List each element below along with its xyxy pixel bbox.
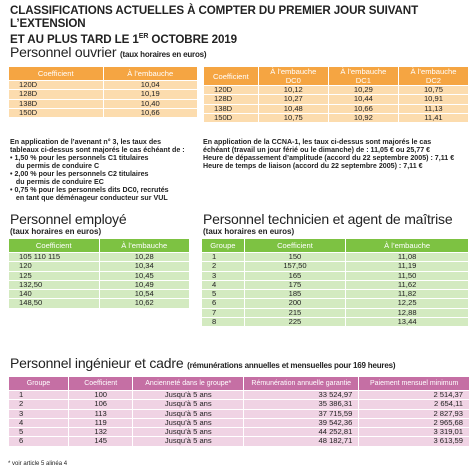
header-line: À l’embauche [270,67,317,76]
note-line: du permis de conduire C [10,162,100,170]
header-subline: DC0 [285,76,301,85]
table-cell: 7 [202,308,245,317]
table-cell: 132 [68,428,133,437]
title-line-2-sup: ER [138,33,149,40]
table-row [9,391,470,400]
table-cell: 3 [202,271,245,280]
table-cell: 3 319,01 [359,428,470,437]
table-cell: 10,28 [99,253,190,262]
table-cell: 10,45 [99,271,190,280]
table-cell: 10,44 [328,95,398,104]
table-cell: 37 715,59 [244,409,359,418]
table-cell: 8 [202,318,245,327]
header-cell: À l’embauche [99,239,190,253]
note-line: • 1,50 % pour les personnels C1 titulaires [10,154,149,162]
table-cell: 120D [9,81,104,90]
header-cell: Coefficient [244,239,345,253]
table-row [9,262,190,271]
table-cell: 215 [244,308,345,317]
table-cell: 1 [9,391,69,400]
table-cell: 12,25 [346,299,469,308]
table-cell: 10,34 [99,262,190,271]
header-cell [398,67,468,86]
table-cell: 5 [9,428,69,437]
table-cell: 105 110 115 [9,253,100,262]
title-line-1: CLASSIFICATIONS ACTUELLES À COMPTER DU PREMIER JOUR SUIVANT L’EXTENSION [10,4,419,30]
table-cell: 138D [9,99,104,108]
header-line: À l’embauche [410,67,457,76]
header-subline: DC1 [355,76,371,85]
table-cell: 39 542,36 [244,418,359,427]
table-employe [8,238,190,309]
table-cell: 10,66 [103,108,198,117]
section-title-ouvrier [10,44,206,60]
page-title [10,4,470,46]
note-line: En application de l’avenant n° 3, les taux des [10,138,162,146]
table-cell: 3 [9,409,69,418]
header-cell: Coefficient [9,239,100,253]
header-subline: DC2 [425,76,442,85]
table-cell: 12,88 [346,308,469,317]
header-cell: À l’embauche [346,239,469,253]
table-cell: 6 [9,437,69,446]
table-row [9,400,470,409]
note-line: • 2,00 % pour les personnels C2 titulaires [10,170,149,178]
ouvrier-title: Personnel ouvrier [10,44,117,60]
table-cell: 4 [9,418,69,427]
note-line: Heure de temps de liaison (accord du 22 septembre 2005) : 7,11 € [203,162,423,170]
table-cell: 128D [9,90,104,99]
table-row [9,299,190,308]
table-cell: 35 386,31 [244,400,359,409]
header-line: Coefficient [213,71,249,81]
header-cell: À l’embauche [103,67,198,81]
table-row [202,318,469,327]
table-cell: 10,66 [328,104,398,113]
table-cell: 138D [204,104,259,113]
table-cell: 113 [68,409,133,418]
table-cell: 11,62 [346,280,469,289]
table-cell: Jusqu’à 5 ans [133,391,244,400]
table-cell: 10,27 [258,95,328,104]
table-cell: 13,44 [346,318,469,327]
table-row [202,299,469,308]
table-ouvrier-left [8,66,198,118]
header-cell [258,67,328,86]
table-cell: 11,50 [346,271,469,280]
table-cell: 10,49 [99,280,190,289]
table-cell: 2 [9,400,69,409]
table-technicien [201,238,469,327]
header-cell: Groupe [202,239,245,253]
table-cell: 175 [244,280,345,289]
table-cell: 11,41 [398,113,468,122]
table-cell: 150 [244,253,345,262]
table-cell: 132,50 [9,280,100,289]
table-cell: 120D [204,86,259,95]
table-cell: 11,13 [398,104,468,113]
table-row [202,253,469,262]
table-cell: 2 827,93 [359,409,470,418]
table-cell: 10,91 [398,95,468,104]
table-cell: 10,92 [328,113,398,122]
table-cell: 165 [244,271,345,280]
cadre-unit: (rémunérations annuelles et mensuelles pour 169 heures) [187,361,396,370]
table-cell: 4 [202,280,245,289]
table-cell: 44 252,81 [244,428,359,437]
table-cell: 150D [9,108,104,117]
table-cell: 106 [68,400,133,409]
table-cell: 10,75 [258,113,328,122]
table-cell: 5 [202,290,245,299]
table-cell: 10,40 [103,99,198,108]
table-row [9,428,470,437]
table-cell: 10,12 [258,86,328,95]
table-row [9,108,198,117]
table-row [9,253,190,262]
table-cell: Jusqu’à 5 ans [133,400,244,409]
table-ouvrier-right [203,66,469,123]
note-line: • 0,75 % pour les personnels dits DC0, recrutés [10,186,169,194]
table-row [9,418,470,427]
table-cell: 140 [9,290,100,299]
table-row [204,113,469,122]
table-cell: 11,19 [346,262,469,271]
table-cell: 10,54 [99,290,190,299]
table-row [204,104,469,113]
note-line: échéant (travail un jour férié ou le dimanche) de : 11,05 € ou 25,77 € [203,146,431,154]
note-line: en tant que déménageur conducteur sur VUL [10,194,168,202]
table-cadre [8,376,470,447]
table-cell: 200 [244,299,345,308]
table-cell: 2 965,68 [359,418,470,427]
table-cell: 2 654,11 [359,400,470,409]
cadre-title: Personnel ingénieur et cadre [10,355,184,371]
header-cell: Ancienneté dans le groupe* [133,377,244,391]
table-cell: 128D [204,95,259,104]
header-cell: Groupe [9,377,69,391]
table-row [9,90,198,99]
table-row [204,95,469,104]
table-cell: 10,62 [99,299,190,308]
table-row [202,271,469,280]
table-cell: Jusqu’à 5 ans [133,409,244,418]
note-line: En application de la CCNA-1, les taux ci-dessus sont majorés le cas [203,138,432,146]
table-cell: 10,04 [103,81,198,90]
note-line: Heure de dépassement d’amplitude (accord du 22 septembre 2005) : 7,11 € [203,154,455,162]
table-row [9,99,198,108]
employe-unit: (taux horaires en euros) [10,227,102,236]
table-cell: 119 [68,418,133,427]
table-cell: Jusqu’à 5 ans [133,428,244,437]
table-row [9,280,190,289]
table-cell: 3 613,59 [359,437,470,446]
table-cell: 2 514,37 [359,391,470,400]
table-cell: 100 [68,391,133,400]
table-row [202,262,469,271]
header-cell: Coefficient [68,377,133,391]
section-title-technicien: Personnel technicien et agent de maîtrise [203,211,453,227]
table-cell: 6 [202,299,245,308]
table-cell: 225 [244,318,345,327]
table-cell: 145 [68,437,133,446]
table-cell: 120 [9,262,100,271]
header-cell [204,67,259,86]
header-cell: Coefficient [9,67,104,81]
table-cell: 1 [202,253,245,262]
technicien-unit: (taux horaires en euros) [203,227,295,236]
note-ccna [203,138,454,170]
note-line: du permis de conduire EC [10,178,104,186]
table-cell: 185 [244,290,345,299]
header-cell [328,67,398,86]
table-row [9,409,470,418]
ouvrier-unit: (taux horaires en euros) [120,50,207,59]
note-avenant [10,138,185,202]
footnote: * voir article 5 alinéa 4 [8,461,68,467]
table-cell: 10,29 [328,86,398,95]
table-cell: 48 182,71 [244,437,359,446]
table-row [202,308,469,317]
table-row [9,437,470,446]
table-cell: Jusqu’à 5 ans [133,418,244,427]
table-cell: 150D [204,113,259,122]
table-row [202,290,469,299]
table-cell: 2 [202,262,245,271]
note-line: tableaux ci-dessus sont majorés le cas échéant de : [10,146,185,154]
table-cell: 10,75 [398,86,468,95]
table-row [202,280,469,289]
table-cell: 157,50 [244,262,345,271]
header-line: À l’embauche [340,67,387,76]
table-cell: Jusqu’à 5 ans [133,437,244,446]
table-row [9,271,190,280]
title-line-2-pre: ET AU PLUS TARD LE 1 [10,32,139,46]
table-cell: 10,19 [103,90,198,99]
table-cell: 11,82 [346,290,469,299]
title-line-2-post: OCTOBRE 2019 [148,32,237,46]
table-cell: 148,50 [9,299,100,308]
header-cell: Rémunération annuelle garantie [244,377,359,391]
table-cell: 33 524,97 [244,391,359,400]
section-title-employe: Personnel employé [10,211,127,227]
header-cell: Paiement mensuel minimum [359,377,470,391]
table-cell: 10,48 [258,104,328,113]
section-title-cadre [10,355,395,371]
table-cell: 11,08 [346,253,469,262]
table-cell: 125 [9,271,100,280]
